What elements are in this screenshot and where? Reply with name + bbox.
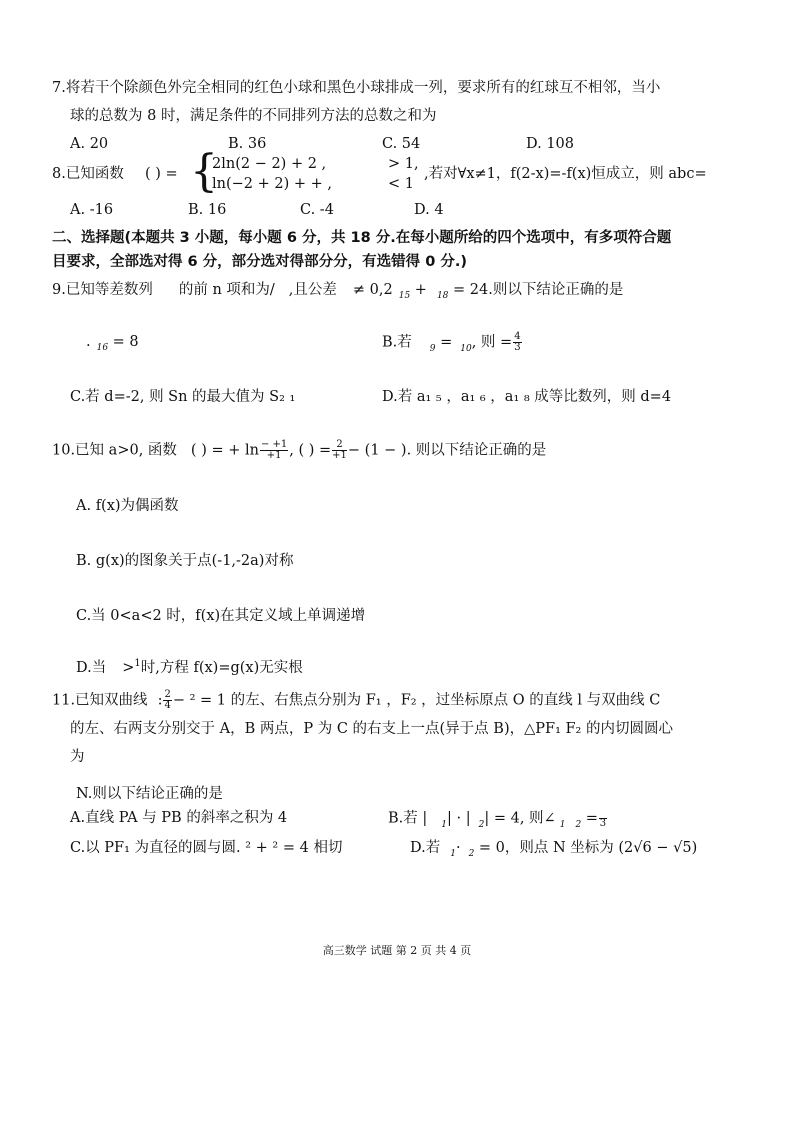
q11-fraction: $\frac{2}{4}$ [164,689,171,711]
q8-option-b: B. 16 [188,202,227,218]
q10-option-c: C.当 0<a<2 时，f(x)在其定义域上单调递增 [76,608,366,624]
q11-stem-line2: 的左、右两支分别交于 A，B 两点，P 为 C 的右支上一点(异于点 B)，△PF₁ F₂ 的内切圆圆心 [70,721,673,737]
q8-option-a: A. -16 [70,202,114,218]
q11-option-d: D.若 $_1$· $_2$ = 0，则点 N 坐标为 (2√6 − √5) [410,840,698,859]
q11-option-a: A.直线 PA 与 PB 的斜率之积为 4 [70,810,288,826]
q9-option-c: C.若 d=-2, 则 Sn 的最大值为 S₂ ₁ [70,389,296,405]
q7-option-b: B. 36 [228,136,267,152]
q8-condition-1: > 1, [388,156,419,172]
q7-option-c: C. 54 [382,136,421,152]
q10-option-a: A. f(x)为偶函数 [76,498,179,514]
q9-option-b-fraction: $\frac{4}{3}$ [514,331,521,353]
q8-piece-2: ln(−2 + 2) + + , [212,176,332,192]
q7-stem-line2: 球的总数为 8 时，满足条件的不同排列方法的总数之和为 [70,108,437,124]
q7-option-d: D. 108 [526,136,575,152]
q10-option-d: D.当 >$^1$时,方程 f(x)=g(x)无实根 [76,658,303,676]
q8-prefix: 8.已知函数 [52,166,124,182]
q11-stem-line4: N.则以下结论正确的是 [76,786,223,802]
q8-left-brace: { [190,146,218,197]
section-2-heading-line1: 二、选择题(本题共 3 小题，每小题 6 分，共 18 分.在每小题所给的四个选项中，有多项符合题 [52,230,672,246]
q9-option-b: B.若 $_9$ = $_{10}$, 则 = $\frac{4}{3}$ [382,331,521,354]
q9-option-a: . $_{16}$ = 8 [86,334,139,353]
q11-stem-line3: 为 [70,749,85,765]
q7-option-a: A. 20 [70,136,109,152]
q11-option-b-fraction: 3 [599,808,607,829]
page-footer: 高三数学 试题 第 2 页 共 4 页 [322,944,472,957]
q7-stem-line1: 7.将若干个除颜色外完全相同的红色小球和黑色小球排成一列，要求所有的红球互不相邻，当小 [52,80,661,96]
q8-piece-1: 2ln(2 − 2) + 2 , [212,156,327,172]
q10-fraction-1: $\frac{- +1}{+1}$ [260,439,288,461]
q8-suffix: ,若对∀x≠1，f(2-x)=-f(x)恒成立，则 abc= [424,166,707,182]
q8-function-name: ( ) = [145,166,178,182]
q11-option-c: C.以 PF₁ 为直径的圆与圆. ² + ² = 4 相切 [70,840,343,856]
q10-option-b: B. g(x)的图象关于点(-1,-2a)对称 [76,553,294,569]
q10-fraction-2: $\frac{2}{+1}$ [332,439,347,461]
q10-stem: 10.已知 a>0, 函数 ( ) = + ln $\frac{- +1}{+1}$ , ( ) = $\frac{2}{+1}$ − (1 − ). 则以下结论正确的是 [52,439,547,461]
section-2-heading-line2: 目要求，全部选对得 6 分，部分选对得部分分，有选错得 0 分.) [52,254,468,270]
q11-option-b: B.若 | $_1$| · | $_2$| = 4, 则∠ $_1$ $_2$ = 3 [388,808,608,831]
q8-option-c: C. -4 [300,202,334,218]
q9-stem: 9.已知等差数列 的前 n 项和为/ ,且公差 ≠ 0,2 $_{15}$ + $_{18}$ = 24.则以下结论正确的是 [52,282,624,301]
q8-option-d: D. 4 [414,202,444,218]
q11-stem: 11.已知双曲线 : $\frac{2}{4}$ − ² = 1 的左、右焦点分别为 F₁ ，F₂ ，过坐标原点 O 的直线 l 与双曲线 C [52,689,661,711]
q9-option-d: D.若 a₁ ₅ ，a₁ ₆ ，a₁ ₈ 成等比数列，则 d=4 [382,389,672,405]
q8-condition-2: < 1 [388,176,414,192]
